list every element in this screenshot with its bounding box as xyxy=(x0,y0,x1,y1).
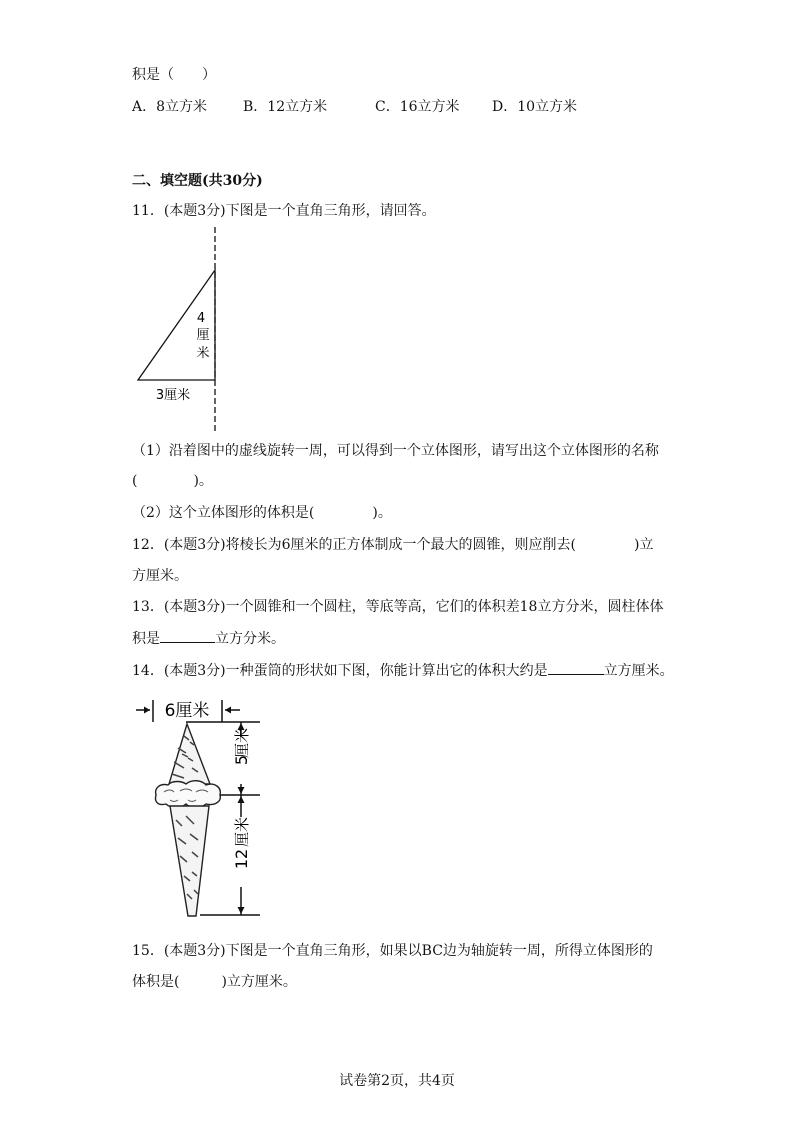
top-height-unit: 厘米 xyxy=(233,727,251,759)
q11-sub2 xyxy=(132,503,392,523)
height-label-char2: 米 xyxy=(196,346,210,361)
q15-open: 体积是( xyxy=(132,974,180,990)
q13-line1: 13．(本题3分)一个圆锥和一个圆柱，等底等高，它们的体积差18立方分米，圆柱体体 xyxy=(132,599,664,615)
page-footer: 试卷第2页，共4页 xyxy=(339,1073,455,1089)
option-b: B．12立方米 xyxy=(243,99,328,115)
section-title: 二、填空题(共30分) xyxy=(132,173,263,189)
q12-line2: 方厘米。 xyxy=(132,568,188,584)
q13-suffix: 立方分米。 xyxy=(215,631,285,647)
cream-band xyxy=(155,781,220,808)
width-left-arrowhead xyxy=(144,707,150,714)
ice-cream-cone-figure xyxy=(130,692,280,924)
q14-answer-blank[interactable] xyxy=(548,660,604,675)
q15-close: )立方厘米。 xyxy=(221,974,297,990)
q11-stem: 11．(本题3分)下图是一个直角三角形，请回答。 xyxy=(132,203,436,219)
q12-line1 xyxy=(132,535,653,555)
q12-text: 12．(本题3分)将棱长为6厘米的正方体制成一个最大的圆锥，则应削去( xyxy=(132,537,577,553)
q14-suffix: 立方厘米。 xyxy=(603,663,674,679)
q13-answer-blank[interactable] xyxy=(160,628,215,643)
width-right-arrowhead xyxy=(225,707,231,714)
q13-line2 xyxy=(132,628,285,649)
q11-sub1-line2 xyxy=(132,471,213,491)
bottom-dim-arrow-down xyxy=(238,907,245,914)
option-a: A．8立方米 xyxy=(132,99,208,115)
q11-sub2-text: （2）这个立体图形的体积是( xyxy=(132,505,315,521)
bottom-dim-arrow-up xyxy=(238,796,245,803)
top-height-digit: 5 xyxy=(232,754,251,766)
bottom-height-digit: 12 xyxy=(232,848,251,870)
wafer-cone xyxy=(170,806,209,916)
option-c: C．16立方米 xyxy=(375,99,460,115)
q15-line1: 15．(本题3分)下图是一个直角三角形，如果以BC边为轴旋转一周，所得立体图形的 xyxy=(132,943,653,959)
width-label: 6厘米 xyxy=(164,701,210,721)
option-d: D．10立方米 xyxy=(492,99,578,115)
q12-close: )立 xyxy=(634,537,654,553)
q11-sub1-line1: （1）沿着图中的虚线旋转一周，可以得到一个立体图形，请写出这个立体图形的名称 xyxy=(132,443,659,459)
prev-question-tail: 积是（ ） xyxy=(132,67,216,83)
q11-sub2-close: )。 xyxy=(372,505,392,521)
bottom-height-unit: 厘米 xyxy=(233,816,251,848)
top-dim-arrow-down xyxy=(238,787,245,794)
q11-triangle-figure xyxy=(120,225,260,435)
q15-line2 xyxy=(132,972,297,992)
q14-text xyxy=(132,660,674,681)
height-label-char1: 厘 xyxy=(196,328,210,343)
q11-sub1-open: ( xyxy=(132,473,138,489)
q11-sub1-close: )。 xyxy=(193,473,213,489)
q14-prefix: 14．(本题3分)一种蛋筒的形状如下图，你能计算出它的体积大约是 xyxy=(132,663,548,679)
q13-prefix: 积是 xyxy=(132,631,160,647)
height-label-digit: 4 xyxy=(196,311,206,326)
base-label: 3厘米 xyxy=(155,388,191,403)
